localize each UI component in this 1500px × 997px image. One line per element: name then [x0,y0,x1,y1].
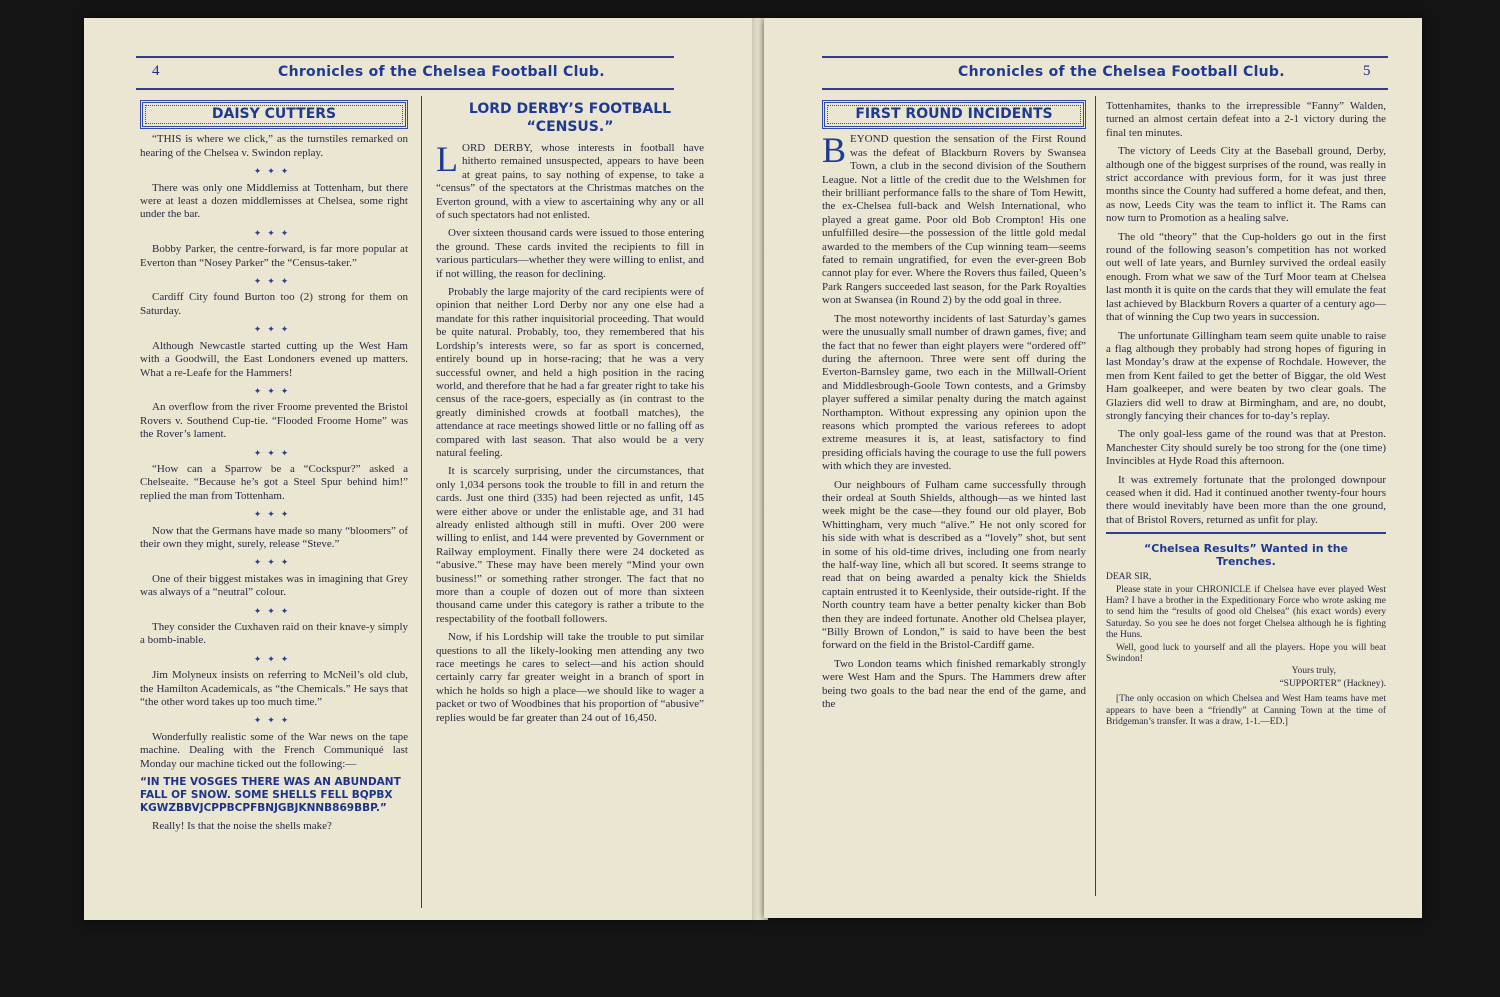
paragraph: The only goal-less game of the round was that at Preston. Manchester City should surely be too strong for the (one time) Invincibles at Hyde Road this afternoon. [1106,428,1386,468]
paragraph: Now, if his Lordship will take the trouble to put similar questions to all the likely-looking men attending any two race meetings he cares to select—and his action should certainly carry far greater weight in a branch of sport in which he holds so high a place—we should like to wager a packet or two of Woodbines that his proportion of “abusive” replies would be far greater than 24 out of 16,450. [436,631,704,724]
paragraph: Really! Is that the noise the shells make? [152,820,332,833]
first-round-incidents-column [822,100,1086,716]
ornament-separator: ✦✦✦ [253,509,295,520]
ornament-separator: ✦✦✦ [253,605,295,616]
paragraph [822,130,1086,307]
section-heading [436,100,704,136]
ornament-separator: ✦✦✦ [253,447,295,458]
ornament-separator: ✦✦✦ [253,276,295,287]
section-divider [1106,532,1386,534]
paragraph: One of their biggest mistakes was in imagining that Grey was always of a “neutral” colour. [140,572,408,599]
ornament-separator: ✦✦✦ [253,385,295,396]
paragraph: The most noteworthy incidents of last Saturday’s games were the unusually small number of drawn games, five; and the fact that no fewer than eight players were “ordered off” during the afternoon. Three were sent off during the Everton-Barnsley game, two each in the Millwall-Orient and Middlesbrough-Goole Town contests, and a Grimsby player suffered a similar penalty during the match against Northampton. Without expressing any opinion upon the reasons which prompted the various referees to adopt extreme measures it is, at least, satisfactory to find presiding officials having the courage to use the full powers with which they are invested. [822,312,1086,473]
paragraph: It was extremely fortunate that the prolonged downpour ceased when it did. Had it continued another twenty-four hours there would inevitably have been more than the one ground, that of Bristol Rovers, returned as unfit for play. [1106,473,1386,526]
page-number: 5 [1363,63,1371,79]
letter-body: Well, good luck to yourself and all the players. Hope you will beat Swindon! [1106,642,1386,665]
letter-closing: Yours truly, [1291,666,1336,677]
paragraph: Jim Molyneux insists on referring to McNeil’s old club, the Hamilton Academicals, as “the Chemicals.” He says that “the other word takes up too much time.” [140,669,408,709]
right-page-header [822,56,1388,90]
daisy-cutters-column [140,100,408,838]
second-column [1106,100,1386,729]
paragraph-text: ORD DERBY, whose interests in football have hitherto remained unsuspected, appears to have been at great pains, to say nothing of expense, to take a “census” of the spectators at the Christmas matches on the Everton ground, with a view to ascertaining why any or all of such spectators had not enlisted. [436,142,704,222]
paragraph: Although Newcastle started cutting up the West Ham with a Goodwill, the East Londoners evened up matters. What a re-Leafe for the Hammers! [140,339,408,379]
heading-line: “CENSUS.” [526,119,614,135]
ornament-separator: ✦✦✦ [253,324,295,335]
column-rule [1095,96,1096,896]
heading-line: Trenches. [1216,555,1276,569]
paragraph: They consider the Cuxhaven raid on their knave-y simply a bomb-inable. [140,621,408,647]
letter-signature: “SUPPORTER” (Hackney). [1279,678,1386,689]
left-page [84,18,756,920]
paragraph: The old “theory” that the Cup-holders go out in the first round of the following season’s competition has not worked out well of late years, and Burnley survived the ordeal easily enough. From what we saw of the Turf Moor team at Chelsea last month it is quite on the cards that they will emulate the feat last achieved by Blackburn Rovers a quarter of a century ago—that of winning the Cup two years in succession. [1106,230,1386,324]
letter-body: Please state in your CHRONICLE if Chelsea have ever played West Ham? I have a brother in the Expeditionary Force who wrote asking me to send him the “results of good old Chelsea” (his exact words) every Saturday. So you see he does not forget Chelsea although he is fighting the Huns. [1106,584,1386,641]
letter-salutation: DEAR SIR, [1106,572,1152,583]
paragraph: Over sixteen thousand cards were issued to those entering the ground. These cards invited the recipients to fill in various particulars—whether they were willing to enlist, and if not willing, the reason for declining. [436,227,704,280]
editor-note: [The only occasion on which Chelsea and West Ham teams have met appears to have been a “friendly” at Canning Town at the time of Bridgeman’s transfer. It was a draw, 1-1.—ED.] [1106,694,1386,728]
paragraph: Probably the large majority of the card recipients were of opinion that neither Lord Derby nor any one else had a mandate for this rather inquisitorial proceeding. That would be quite natural. Probably, too, they remembered that his Lordship’s interests were, so far as sport is concerned, entirely bound up in horse-racing; that he was a very successful owner, and held a high position in the racing world, and therefore that he had a far greater right to take his census of the race-goers, especially as (in contrast to the greatly diminished crowds at football matches), the attendance at race meetings showed little or no falling off as compared with last season. That also would be a very natural feeling. [436,286,704,459]
reader-letter [1106,572,1386,728]
ornament-separator: ✦✦✦ [253,653,295,664]
paragraph: Our neighbours of Fulham came successfully through their ordeal at South Shields, although—as we hinted last week might be the case—they found our old player, Bob Whittingham, very much “alive.” He not only scored for his side with what is described as a “lovely” shot, but sent in some of his old-time drives, including one from nearly the half-way line, which all but scored. It seems strange to read that on being awarded a penalty kick the Shields captain entrusted it to Keenlyside, their outside-right. If the North country team have a better penalty kicker than Bob then they are indeed fortunate. Another old Chelsea player, “Billy Brown of London,” is said to have been the best forward on the field in the Bristol-Cardiff game. [822,478,1086,652]
paragraph: The unfortunate Gillingham team seem quite unable to raise a flag although they probably had strong hopes of figuring in last Monday’s draw at the expense of Rochdale. However, the men from Kent failed to get the better of Biggar, the old West Ham goalkeeper, and were beaten by two clear goals. The Glaziers did well to draw at Birmingham, and are, no doubt, strongly fancying their chances for to-day’s replay. [1106,329,1386,422]
section-heading: DAISY CUTTERS [140,100,408,129]
heading-line: “Chelsea Results” Wanted in the [1144,542,1348,556]
page-number: 4 [152,63,160,79]
paragraph: Tottenhamites, thanks to the irrepressible “Fanny” Walden, turned an almost certain defeat into a 2-1 victory during the final ten minutes. [1106,100,1386,139]
paragraph: There was only one Middlemiss at Tottenham, but there were at least a dozen middlemisses at Chelsea, some right under the bar. [140,181,408,221]
column-rule [421,96,422,908]
paragraph: Two London teams which finished remarkably strongly were West Ham and the Spurs. The Hammers drew after being two goals to the bad near the end of the game, and the [822,657,1086,711]
ornament-separator: ✦✦✦ [253,715,295,726]
ornament-separator: ✦✦✦ [253,166,295,177]
paragraph: Bobby Parker, the centre-forward, is far more popular at Everton than “Nosey Parker” the “Census-taker.” [140,243,408,269]
lord-derby-column [436,100,704,730]
paragraph: “How can a Sparrow be a “Cockspur?” asked a Chelseaite. “Because he’s got a Steel Spur behind him!” replied the man from Tottenham. [140,462,408,502]
paragraph: An overflow from the river Froome prevented the Bristol Rovers v. Southend Cup-tie. “Flooded Froome Home” was the Rover’s lament. [140,401,408,441]
paragraph: Now that the Germans have made so many “bloomers” of their own they might, surely, release “Steve.” [140,524,408,550]
telegraph-text: “IN THE VOSGES THERE WAS AN ABUNDANT FALL OF SNOW. SOME SHELLS FELL BQPBX KGWZBBVJCPPBCPFBNJGBJKNNB869BBP.” [140,776,401,815]
ornament-separator: ✦✦✦ [253,227,295,238]
section-heading: FIRST ROUND INCIDENTS [822,100,1086,129]
paragraph-text: EYOND question the sensation of the First Round was the defeat of Blackburn Rovers by Swansea Town, a club in the second division of the Southern League. Not a little of the credit due to the Welshmen for their brilliant performance falls to the share of Tom Hewitt, the ex-Chelsea full-back and Welsh International, who played a great game. Poor old Bob Crompton! His one unfulfilled desire—the possession of the little gold medal awarded to the members of the Cup winning team—seems fated to remain ungratified, for even the ever-green Bob cannot play for ever. Where the Rovers thus failed, Queen’s Park Rangers succeeded last season, for the Park Royalties won at Swansea (in Round 2) by the odd goal in three. [822,133,1086,307]
page-header-title: Chronicles of the Chelsea Football Club. [278,64,605,80]
paragraph: The victory of Leeds City at the Baseball ground, Derby, although one of the biggest surprises of the round, was really in strict accordance with previous form, for it was just three months since the County had suffered a home defeat, and then, as now, Leeds City was the team to inflict it. The Rams can now turn to Promotion as a healing salve. [1106,145,1386,225]
left-page-header [136,56,674,90]
drop-cap: L [436,139,458,179]
paragraph [436,139,704,222]
heading-line: LORD DERBY’S FOOTBALL [468,101,672,117]
drop-cap: B [822,130,847,171]
ornament-separator: ✦✦✦ [253,557,295,568]
paragraph: Wonderfully realistic some of the War news on the tape machine. Dealing with the French Communiqué last Monday our machine ticked out the following:— [140,730,408,770]
paragraph: It is scarcely surprising, under the circumstances, that only 1,034 persons took the trouble to fill in and return the cards. Just one third (335) had been rejected as unfit, 145 were either above or under the enlistable age, and 31 had already enlisted although still in mufti. Over 200 were willing to enlist, and 144 were prevented by Government or Railway employment. Finally there were 24 docketed as “abusive.” These may have been merely “Mind your own business!” or something rather stronger. The fact that no more than a couple of dozen out of more than sixteen thousand came under this category is rather a tribute to the respectability of the football followers. [436,465,704,625]
letter-heading [1106,542,1386,568]
paragraph: Cardiff City found Burton too (2) strong for them on Saturday. [140,291,408,317]
paragraph: “THIS is where we click,” as the turnstiles remarked on hearing of the Chelsea v. Swindon replay. [140,133,408,159]
page-header-title: Chronicles of the Chelsea Football Club. [958,64,1285,80]
right-page [764,18,1422,918]
